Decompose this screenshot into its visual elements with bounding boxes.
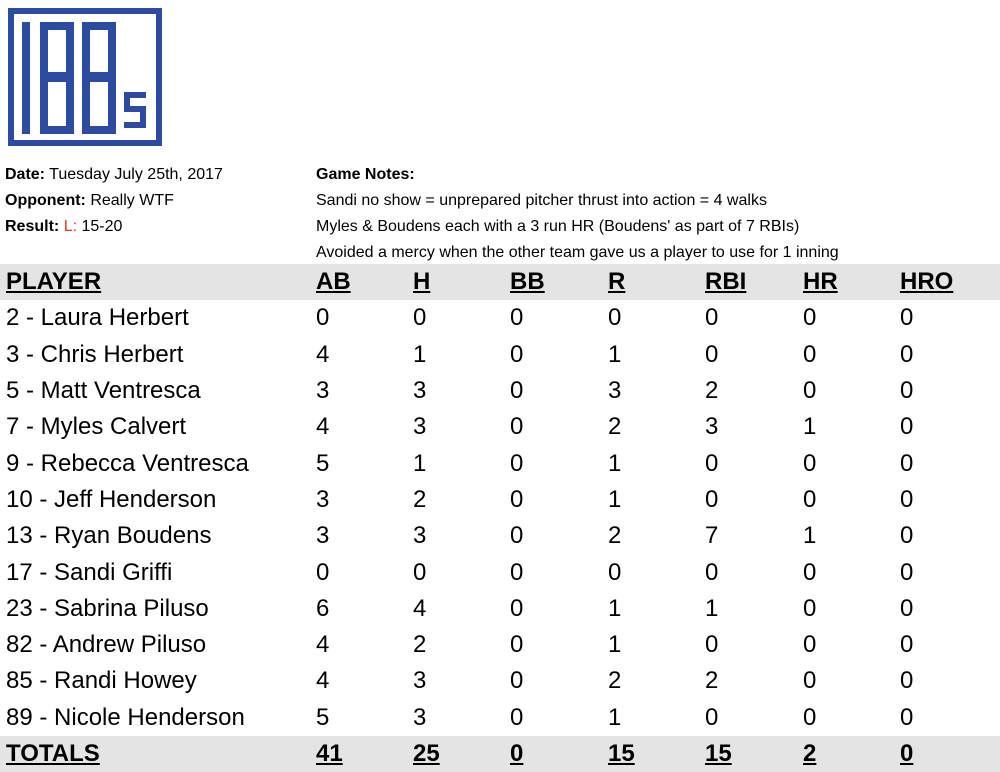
table-row [0, 627, 1000, 663]
stat-bb: 0 [510, 413, 524, 441]
stat-bb: 0 [510, 485, 524, 513]
player-name: 85 - Randi Howey [6, 667, 197, 695]
player-name: 5 - Matt Ventresca [6, 377, 201, 405]
stat-h: 2 [413, 485, 427, 513]
player-name: 9 - Rebecca Ventresca [6, 449, 249, 477]
player-name: 2 - Laura Herbert [6, 304, 189, 332]
stat-ab: 3 [316, 485, 330, 513]
table-row [0, 373, 1000, 409]
stat-rbi: 0 [705, 703, 719, 731]
stat-ab: 3 [316, 522, 330, 550]
table-row [0, 554, 1000, 590]
stat-r: 2 [608, 522, 622, 550]
table-row [0, 337, 1000, 373]
stat-bb: 0 [510, 558, 524, 586]
stat-hro: 0 [900, 558, 914, 586]
game-note-line: Avoided a mercy when the other team gave us a player to use for 1 inning [316, 244, 839, 261]
stat-r: 1 [608, 449, 622, 477]
game-notes [316, 162, 839, 266]
stat-ab: 4 [316, 413, 330, 441]
stat-rbi: 0 [705, 631, 719, 659]
header-row [0, 264, 1000, 300]
stat-rbi: 7 [705, 522, 719, 550]
player-name: 3 - Chris Herbert [6, 340, 184, 368]
player-name: 13 - Ryan Boudens [6, 522, 212, 550]
column-header-rbi: RBI [705, 268, 747, 296]
table-row [0, 482, 1000, 518]
stat-rbi: 0 [705, 340, 719, 368]
stat-r: 2 [608, 413, 622, 441]
stat-h: 0 [413, 558, 427, 586]
total-h: 25 [413, 740, 440, 767]
stat-hro: 0 [900, 304, 914, 332]
stat-ab: 5 [316, 703, 330, 731]
stat-ab: 4 [316, 667, 330, 695]
stat-h: 1 [413, 449, 427, 477]
column-header-ab: AB [316, 268, 351, 296]
result-code: L: [63, 218, 78, 235]
total-hro: 0 [900, 740, 914, 767]
stat-hro: 0 [900, 631, 914, 659]
stat-hr: 0 [803, 703, 817, 731]
stat-rbi: 2 [705, 667, 719, 695]
table-row [0, 445, 1000, 481]
stat-h: 1 [413, 340, 427, 368]
stats-table [0, 264, 1000, 772]
stat-r: 1 [608, 631, 622, 659]
stat-r: 3 [608, 377, 622, 405]
game-notes-header: Game Notes: [316, 166, 415, 183]
stat-bb: 0 [510, 703, 524, 731]
stat-hr: 0 [803, 594, 817, 622]
totals-label: TOTALS [6, 740, 100, 767]
game-info [5, 162, 223, 240]
stat-h: 4 [413, 594, 427, 622]
stat-hro: 0 [900, 594, 914, 622]
total-ab: 41 [316, 740, 343, 767]
opponent-label: Opponent: [5, 192, 86, 209]
stat-r: 0 [608, 558, 622, 586]
stat-h: 3 [413, 377, 427, 405]
stat-h: 3 [413, 667, 427, 695]
stat-ab: 4 [316, 631, 330, 659]
stat-ab: 3 [316, 377, 330, 405]
table-row [0, 409, 1000, 445]
column-header-r: R [608, 268, 626, 296]
stat-h: 2 [413, 631, 427, 659]
stat-ab: 0 [316, 558, 330, 586]
stat-hr: 0 [803, 449, 817, 477]
date-row [5, 162, 223, 188]
result-label: Result: [5, 218, 60, 235]
stat-hr: 0 [803, 340, 817, 368]
stat-hro: 0 [900, 522, 914, 550]
stat-r: 1 [608, 594, 622, 622]
stat-hr: 0 [803, 304, 817, 332]
stat-h: 3 [413, 413, 427, 441]
stat-h: 0 [413, 304, 427, 332]
table-row [0, 518, 1000, 554]
player-name: 82 - Andrew Piluso [6, 631, 207, 659]
stat-bb: 0 [510, 631, 524, 659]
stat-rbi: 1 [705, 594, 719, 622]
table-row [0, 700, 1000, 736]
column-header-h: H [413, 268, 431, 296]
stat-hro: 0 [900, 449, 914, 477]
stat-ab: 6 [316, 594, 330, 622]
stat-hro: 0 [900, 340, 914, 368]
date-value: Tuesday July 25th, 2017 [49, 166, 223, 183]
stat-hro: 0 [900, 413, 914, 441]
result-score: 15-20 [81, 218, 123, 235]
player-name: 17 - Sandi Griffi [6, 558, 173, 586]
stat-r: 2 [608, 667, 622, 695]
table-row [0, 300, 1000, 336]
game-note-line: Myles & Boudens each with a 3 run HR (Boudens' as part of 7 RBIs) [316, 218, 800, 235]
stat-bb: 0 [510, 377, 524, 405]
stat-rbi: 0 [705, 485, 719, 513]
stat-rbi: 0 [705, 304, 719, 332]
stat-hro: 0 [900, 377, 914, 405]
total-r: 15 [608, 740, 635, 767]
stat-rbi: 2 [705, 377, 719, 405]
stat-ab: 5 [316, 449, 330, 477]
stat-rbi: 3 [705, 413, 719, 441]
stat-hr: 0 [803, 377, 817, 405]
stat-hr: 0 [803, 667, 817, 695]
opponent-row [5, 188, 223, 214]
stat-ab: 4 [316, 340, 330, 368]
stat-hr: 0 [803, 558, 817, 586]
column-header-player: PLAYER [6, 268, 102, 296]
stat-hr: 1 [803, 413, 817, 441]
stat-h: 3 [413, 522, 427, 550]
game-note-line: Sandi no show = unprepared pitcher thrust into action = 4 walks [316, 192, 767, 209]
totals-row [0, 736, 1000, 772]
stat-r: 1 [608, 340, 622, 368]
result-row [5, 214, 223, 240]
player-name: 7 - Myles Calvert [6, 413, 187, 441]
stat-hr: 1 [803, 522, 817, 550]
table-row [0, 591, 1000, 627]
date-label: Date: [5, 166, 46, 183]
opponent-value: Really WTF [90, 192, 174, 209]
stat-h: 3 [413, 703, 427, 731]
column-header-hr: HR [803, 268, 838, 296]
stat-hr: 0 [803, 631, 817, 659]
stat-hro: 0 [900, 667, 914, 695]
total-bb: 0 [510, 740, 524, 767]
team-logo [8, 8, 162, 146]
stat-r: 1 [608, 485, 622, 513]
total-rbi: 15 [705, 740, 732, 767]
total-hr: 2 [803, 740, 817, 767]
stat-bb: 0 [510, 594, 524, 622]
stat-rbi: 0 [705, 449, 719, 477]
column-header-hro: HRO [900, 268, 954, 296]
stat-bb: 0 [510, 667, 524, 695]
stat-bb: 0 [510, 340, 524, 368]
stat-r: 1 [608, 703, 622, 731]
stat-ab: 0 [316, 304, 330, 332]
player-name: 23 - Sabrina Piluso [6, 594, 209, 622]
stat-r: 0 [608, 304, 622, 332]
column-header-bb: BB [510, 268, 545, 296]
stat-hr: 0 [803, 485, 817, 513]
player-name: 10 - Jeff Henderson [6, 485, 217, 513]
stat-bb: 0 [510, 304, 524, 332]
player-name: 89 - Nicole Henderson [6, 703, 245, 731]
stat-hro: 0 [900, 485, 914, 513]
stat-bb: 0 [510, 522, 524, 550]
stat-rbi: 0 [705, 558, 719, 586]
stat-hro: 0 [900, 703, 914, 731]
table-row [0, 663, 1000, 699]
stat-bb: 0 [510, 449, 524, 477]
